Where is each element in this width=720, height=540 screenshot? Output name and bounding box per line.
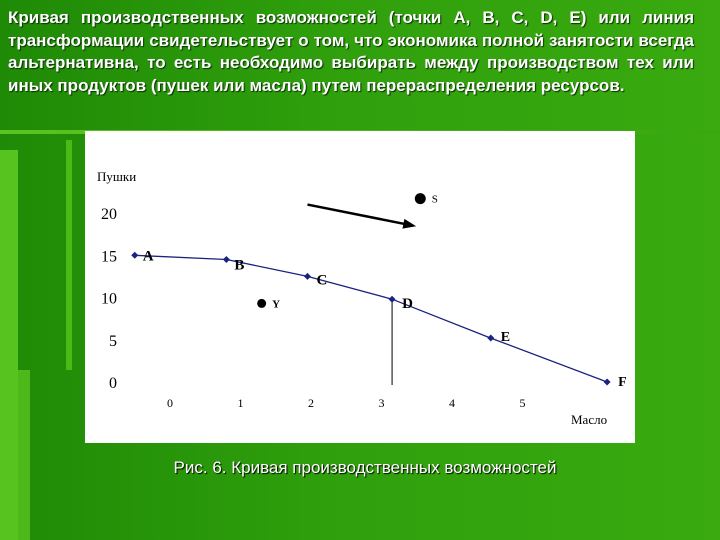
x-tick-label: 3 [378,396,385,410]
point-label-c: C [316,272,328,289]
x-axis-label: Масло [571,412,608,427]
x-tick-label: 0 [167,396,173,410]
point-label-d: D [402,296,413,313]
x-tick-label: 4 [449,396,455,410]
point-marker-s [415,193,426,204]
point-label-b: B [234,257,245,274]
point-label-e: E [500,330,511,346]
ppf-chart [85,131,635,443]
y-tick-label: 20 [101,206,117,223]
y-tick-label: 15 [101,248,117,266]
decor-bar-left-thin [66,140,72,370]
y-tick-label: 0 [109,375,117,392]
ppf-curve [135,255,607,382]
decor-bar-left-inner [18,370,30,540]
point-marker-y [257,299,266,308]
shift-arrow-icon [307,205,413,226]
point-label-s: S [431,193,438,206]
point-marker-f [604,379,611,386]
chart-panel [85,131,635,443]
point-marker-d [389,296,396,303]
point-marker-b [223,256,230,263]
x-tick-label: 1 [237,396,244,410]
x-tick-label: 5 [519,396,526,410]
point-marker-c [304,273,311,280]
point-label-a: A [142,248,154,265]
decor-bar-left [0,150,18,540]
y-tick-label: 5 [109,332,117,350]
y-tick-label: 10 [101,290,117,308]
shift-arrow-head-icon [402,219,416,229]
point-marker-e [487,335,494,342]
slide-heading: Кривая производственных возможностей (точки А, В, С, D, Е) или линия трансформации свидетельствует о том, что экономика полной занятости всегда альтернативна, то есть необходимо выбирать между производством тех или иных продуктов (пушек или масла) путем перераспределения ресурсов. [8,8,694,95]
x-tick-label: 2 [308,396,314,410]
figure-caption: Рис. 6. Кривая производственных возможностей [173,458,557,477]
point-label-f: F [618,375,627,390]
y-axis-label: Пушки [97,169,137,184]
point-marker-a [131,252,138,259]
point-label-y: Y [272,298,281,311]
